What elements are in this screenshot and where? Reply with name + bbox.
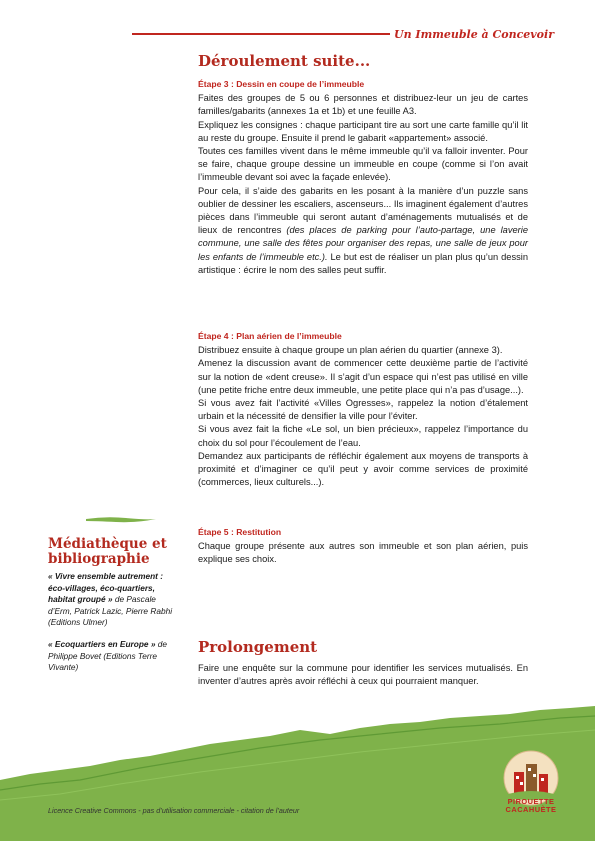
logo-line-1: PIROUETTE xyxy=(507,797,555,806)
prolongement-text: Faire une enquête sur la commune pour identifier les services mutualisés. En inventer d’autres après avoir réfléchi à ceux qui pourraient manquer. xyxy=(198,663,528,687)
header-rule xyxy=(132,33,390,35)
step-3-italic: (des places de parking pour l’auto-partage, une laverie commune, une salle des fêtes pour organiser des repas, une salle de jeux pour les enfants de l’immeuble etc.). xyxy=(198,225,528,262)
bibliography-sidebar xyxy=(48,537,180,684)
step-4-title: Étape 4 : Plan aérien de l’immeuble xyxy=(198,331,342,341)
step-3-text: Pour cela, il s’aide des gabarits en les posant à la manière d’un puzzle sans oublier de dessiner les escaliers, ascenseurs... Ils imaginent également d’autres pièces dans l’immeuble qui seront autant d’aménagements mutualisés et de lieux de rencontres xyxy=(198,185,528,236)
book-author: de Pascale d’Erm, Patrick Lazic, Pierre Rabhi (Editions Ulmer) xyxy=(48,594,173,628)
step-3-paragraph-last xyxy=(198,185,528,277)
step-5 xyxy=(198,526,528,567)
step-4-paragraph: Distribuez ensuite à chaque groupe un plan aérien du quartier (annexe 3). xyxy=(198,345,503,356)
section-title-deroulement: Déroulement suite... xyxy=(198,52,371,70)
logo-text xyxy=(500,798,562,815)
bibliography-item xyxy=(48,639,180,674)
green-brush-stroke xyxy=(86,516,156,524)
step-4-paragraph: Si vous avez fait l’activité «Villes Ogresses», rappelez la notion d’étalement urbain et la nécessité de densifier la ville pour l’éviter. xyxy=(198,398,528,422)
prolongement-body xyxy=(198,662,528,688)
book-author: de Philippe Bovet (Editions Terre Vivante) xyxy=(48,638,167,673)
step-4-paragraph: Amenez la discussion avant de commencer cette deuxième partie de l’activité sur la notion de «dent creuse». Il s’agit d’un espace qui n’est pas utilisé en ville (une petite friche entre deux immeuble, une petite place qui n’a pas d’usage...). xyxy=(198,358,528,395)
step-3 xyxy=(198,78,528,277)
license-text: Licence Creative Commons - pas d’utilisation commerciale - citation de l’auteur xyxy=(48,806,300,815)
header-title: Un Immeuble à Concevoir xyxy=(394,28,554,41)
section-title-prolongement: Prolongement xyxy=(198,638,318,656)
step-4 xyxy=(198,330,528,489)
step-3-tail: Le but est de réaliser un plan plus qu’un dessin artistique : écrire le nom des salles peut suffir. xyxy=(198,251,528,275)
bibliography-item xyxy=(48,571,180,629)
step-5-title: Étape 5 : Restitution xyxy=(198,527,282,537)
book-title: « Vivre ensemble autrement : éco-villages, éco-quartiers, habitat groupé » xyxy=(48,571,163,605)
step-3-title: Étape 3 : Dessin en coupe de l’immeuble xyxy=(198,79,365,89)
step-3-paragraph: Expliquez les consignes : chaque participant tire au sort une carte famille qu’il lit au reste du groupe. Ensuite il prend le gabarit «appartement» associé. xyxy=(198,119,528,143)
step-5-paragraph: Chaque groupe présente aux autres son immeuble et son plan aérien, puis explique ses choix. xyxy=(198,541,528,565)
book-title: « Ecoquartiers en Europe » xyxy=(48,638,156,649)
bibliography-title: Médiathèque et bibliographie xyxy=(48,536,167,567)
step-3-paragraph: Faites des groupes de 5 ou 6 personnes et distribuez-leur un jeu de cartes familles/gabarits (annexes 1a et 1b) et une feuille A3. xyxy=(198,93,528,117)
step-4-paragraph: Demandez aux participants de réfléchir également aux moyens de transports à proximité et d’imaginer ce qu’il peut y avoir comme services de proximité (commerces, lieux culturels...). xyxy=(198,450,528,488)
step-4-paragraph: Si vous avez fait la fiche «Le sol, un bien précieux», rappelez l’importance du choix du sol pour l’écoulement de l’eau. xyxy=(198,424,528,448)
logo-line-2: CACAHUÈTE xyxy=(505,805,557,815)
step-3-paragraph: Toutes ces familles vivent dans le même immeuble qu’il va falloir inventer. Pour se faire, chaque groupe dessine un immeuble en coupe (comme si l’on avait l’immeuble devant soi avec la façade enlevée). xyxy=(198,146,528,183)
